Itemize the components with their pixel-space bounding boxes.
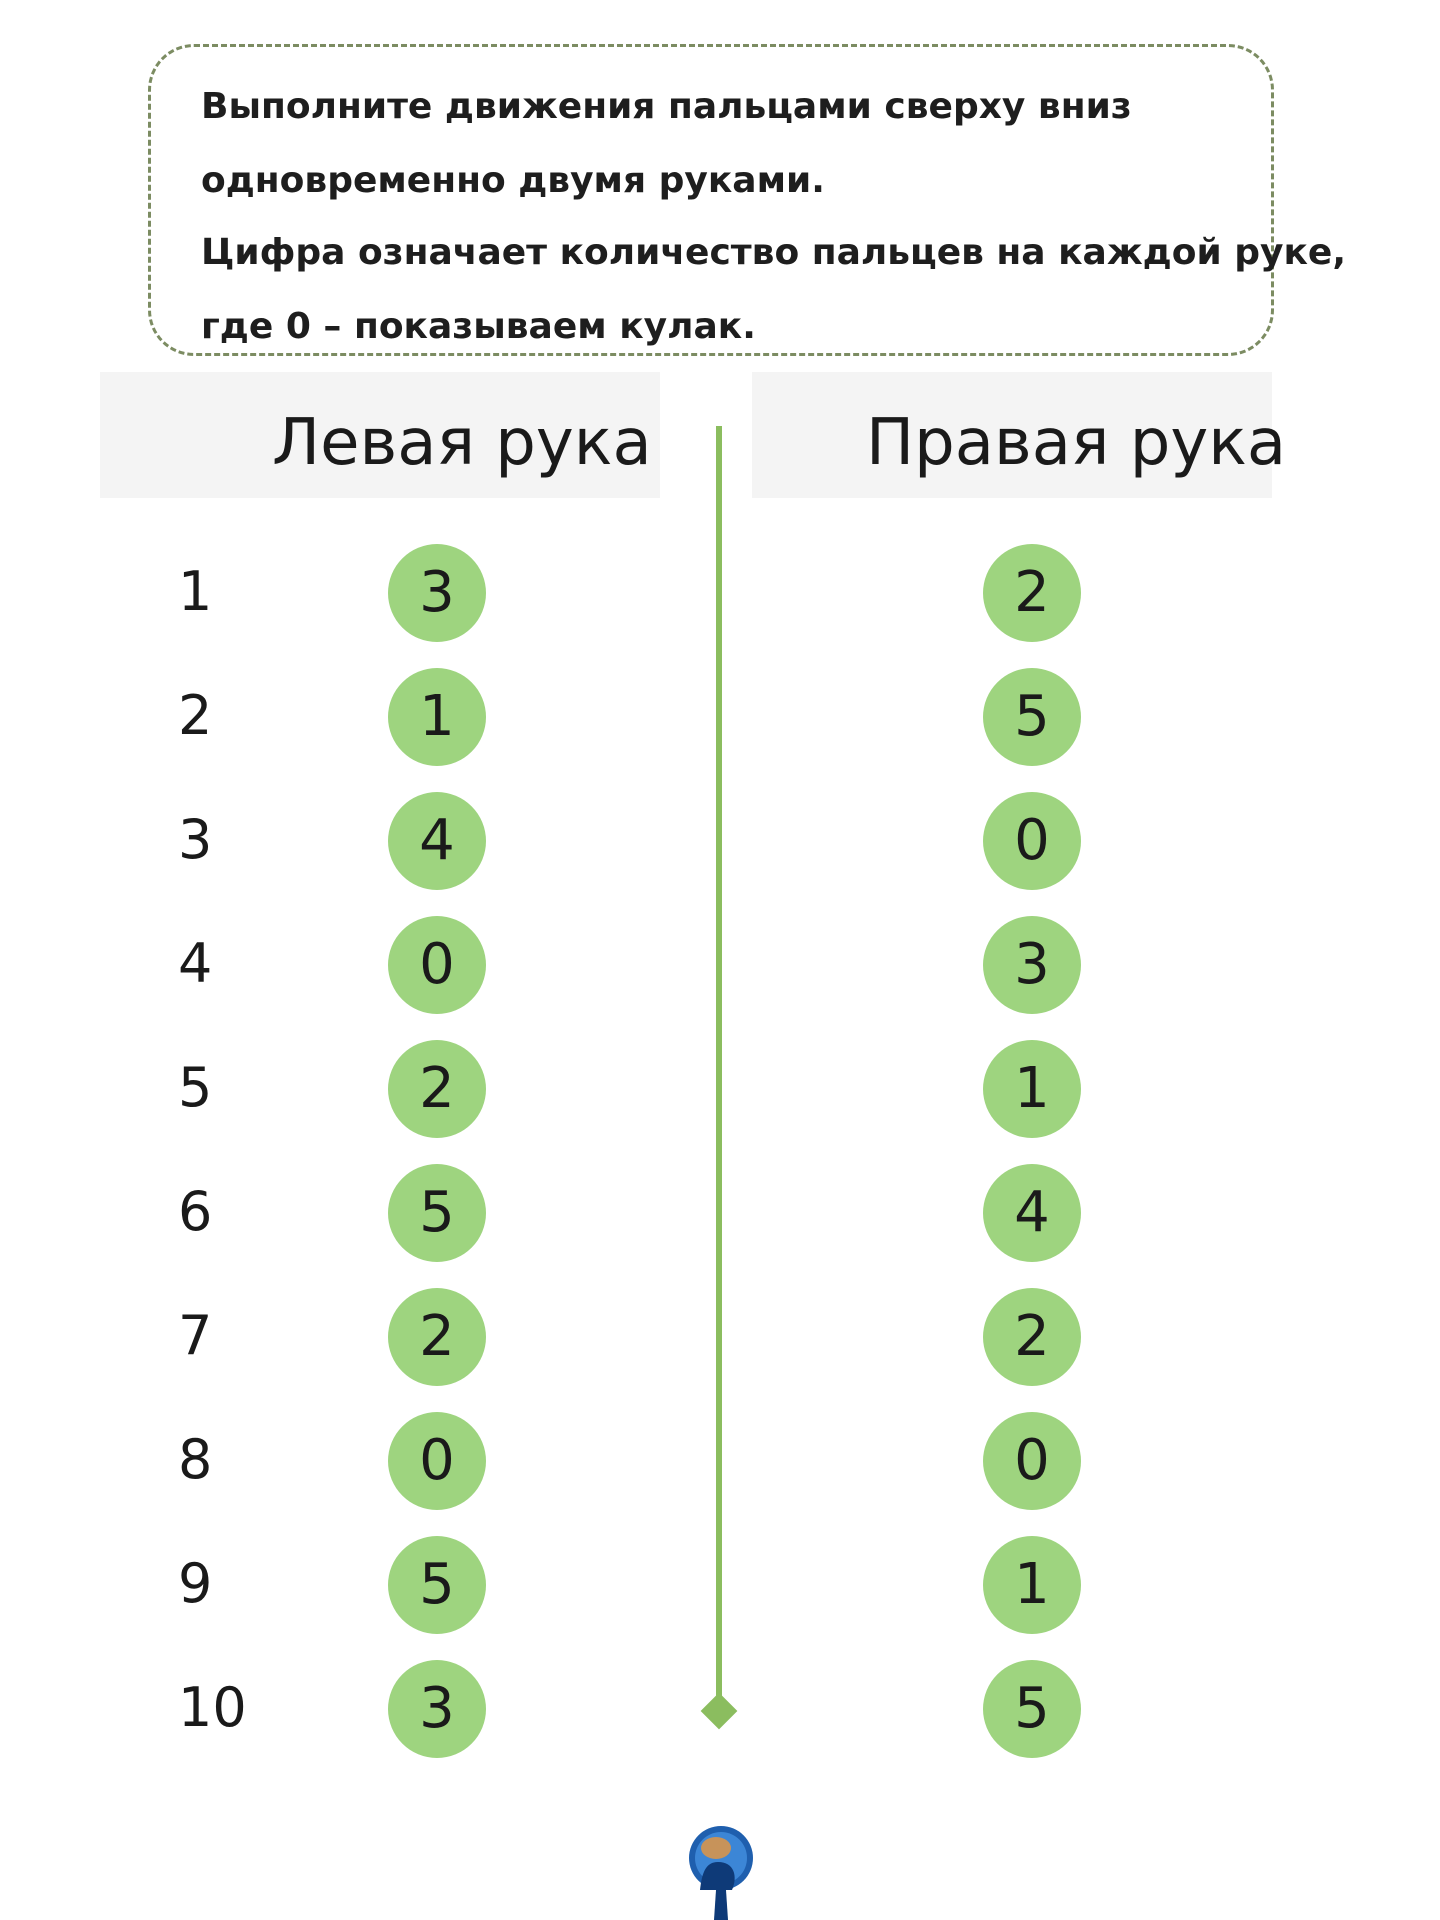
table-row xyxy=(0,902,1440,1026)
right-hand-count: 4 xyxy=(983,1164,1081,1262)
row-number: 3 xyxy=(178,808,213,871)
instruction-line-2: одновременно двумя руками. xyxy=(201,160,825,201)
table-row xyxy=(0,530,1440,654)
right-hand-count: 5 xyxy=(983,668,1081,766)
left-hand-count: 3 xyxy=(388,544,486,642)
right-hand-count: 3 xyxy=(983,916,1081,1014)
right-hand-count: 2 xyxy=(983,544,1081,642)
left-hand-count: 5 xyxy=(388,1536,486,1634)
right-hand-count: 2 xyxy=(983,1288,1081,1386)
instructions-box xyxy=(148,44,1347,356)
left-hand-count: 1 xyxy=(388,668,486,766)
left-hand-header: Левая рука xyxy=(272,406,652,480)
instruction-line-1: Выполните движения пальцами сверху вниз xyxy=(201,86,1132,127)
table-row xyxy=(0,1026,1440,1150)
row-number: 2 xyxy=(178,684,213,747)
row-number: 8 xyxy=(178,1428,213,1491)
table-row xyxy=(0,1274,1440,1398)
row-number: 1 xyxy=(178,560,213,623)
right-hand-count: 1 xyxy=(983,1536,1081,1634)
right-hand-count: 0 xyxy=(983,1412,1081,1510)
row-number: 9 xyxy=(178,1552,213,1615)
row-number: 10 xyxy=(178,1676,247,1739)
row-number: 4 xyxy=(178,932,213,995)
table-row xyxy=(0,778,1440,902)
table-row xyxy=(0,1398,1440,1522)
row-number: 7 xyxy=(178,1304,213,1367)
table-row xyxy=(0,1150,1440,1274)
left-hand-count: 3 xyxy=(388,1660,486,1758)
left-hand-count: 5 xyxy=(388,1164,486,1262)
right-hand-count: 1 xyxy=(983,1040,1081,1138)
right-hand-header: Правая рука xyxy=(866,406,1287,480)
row-number: 5 xyxy=(178,1056,213,1119)
right-hand-count: 0 xyxy=(983,792,1081,890)
brain-head-icon xyxy=(636,1790,806,1920)
left-hand-count: 2 xyxy=(388,1288,486,1386)
instruction-line-3: Цифра означает количество пальцев на каждой руке, xyxy=(201,232,1347,273)
instruction-line-4: где 0 – показываем кулак. xyxy=(201,306,756,347)
row-number: 6 xyxy=(178,1180,213,1243)
table-row xyxy=(0,1522,1440,1646)
table-row xyxy=(0,1646,1440,1770)
table-row xyxy=(0,654,1440,778)
left-hand-count: 4 xyxy=(388,792,486,890)
exercise-rows xyxy=(0,530,1440,1770)
left-hand-count: 2 xyxy=(388,1040,486,1138)
left-hand-count: 0 xyxy=(388,916,486,1014)
left-hand-count: 0 xyxy=(388,1412,486,1510)
right-hand-count: 5 xyxy=(983,1660,1081,1758)
